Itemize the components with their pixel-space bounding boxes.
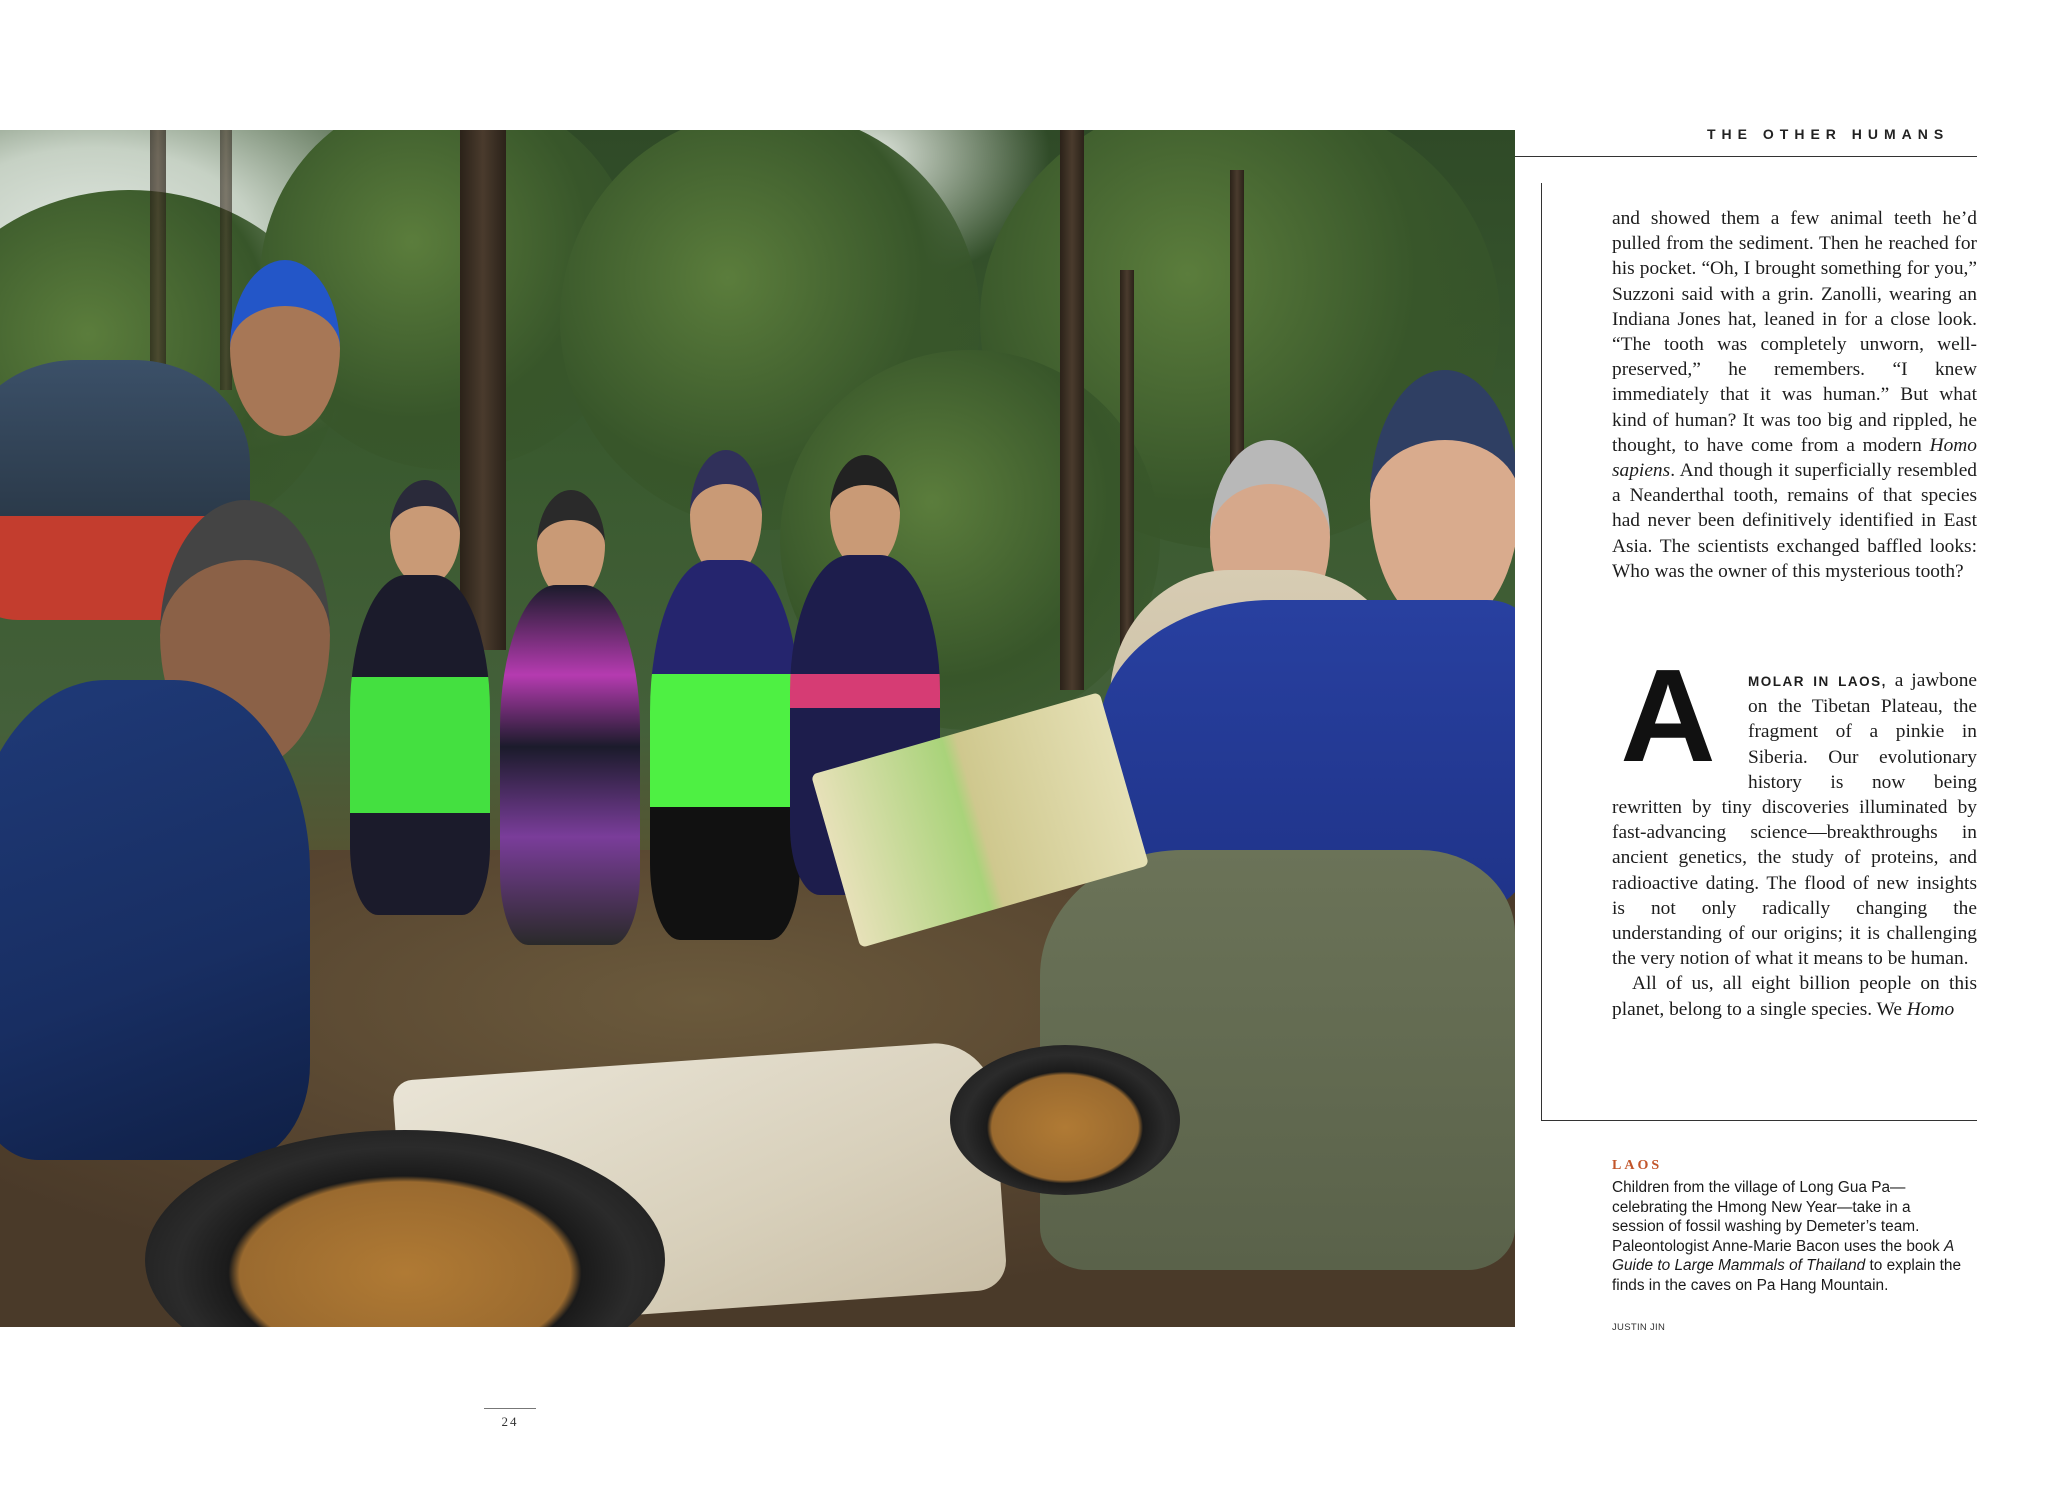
text-run: to explain the finds in the caves on Pa Hang Mountain. [1612,1257,1962,1294]
text-run: and showed them a few animal teeth he’d pulled from the sediment. Then he reached for his pocket. “Oh, I brought something for you,” Suzzoni said with a grin. Zanolli, wearing an Indiana Jones hat, leaned in for a close look. “The tooth was completely unworn, well-preserved,” he remembers. “I knew immediately that it was human.” But what kind of human? It was too big and rippled, he thought, to have come from a modern [1612,208,1977,456]
rule-bottom [1541,1120,1977,1121]
folio-rule [484,1408,536,1409]
text-run: All of us, all eight billion people on this planet, belong to a single species. We [1612,973,1977,1020]
child-figure [495,490,645,1110]
paragraph [1612,206,1977,584]
text-run: Children from the village of Long Gua Pa—celebrating the Hmong New Year—take in a session of fossil washing by Demeter’s team. Paleontologist Anne-Marie Bacon uses the book [1612,1179,1944,1255]
rule-top [1515,156,1977,157]
page-number: 24 [501,1414,519,1429]
rule-left [1541,183,1542,1121]
italic-run: Homo [1906,998,1955,1020]
photo-caption [1612,1178,1962,1296]
child-figure [650,450,800,1110]
italic-run: A Guide to Large Mammals of Thailand [1612,1237,1954,1275]
dropcap-section [1612,642,1977,1022]
paragraph [1612,971,1977,1021]
photo-credit: JUSTIN JIN [1612,1322,1666,1333]
paragraph-text: a jawbone on the Tibetan Plateau, the fragment of a pinkie in Siberia. Our evolutionary history is now being rewritten by tiny discoveries illuminated by fast-advancing science—breakthroughs in ancient genetics, the study of proteins, and radioactive dating. The flood of new insights is not only radically changing the understanding of our origins; it is challenging the very notion of what it means to be human. [1612,670,1977,970]
body-text-para1 [1612,206,1977,584]
feature-photo [0,130,1515,1327]
caption-location: LAOS [1612,1158,1663,1173]
italic-run: Homo sapiens [1612,434,1977,482]
text-run: . And though it superficially resembled a Neanderthal tooth, remains of that species had never been definitively identified in East Asia. The scientists exchanged baffled looks: Who was the owner of this mysterious tooth? [1612,460,1977,582]
washing-bowl [950,1045,1180,1195]
lead-in: MOLAR IN LAOS, [1748,674,1887,689]
drop-cap: A [1620,642,1716,789]
running-head: THE OTHER HUMANS [1707,126,1950,142]
